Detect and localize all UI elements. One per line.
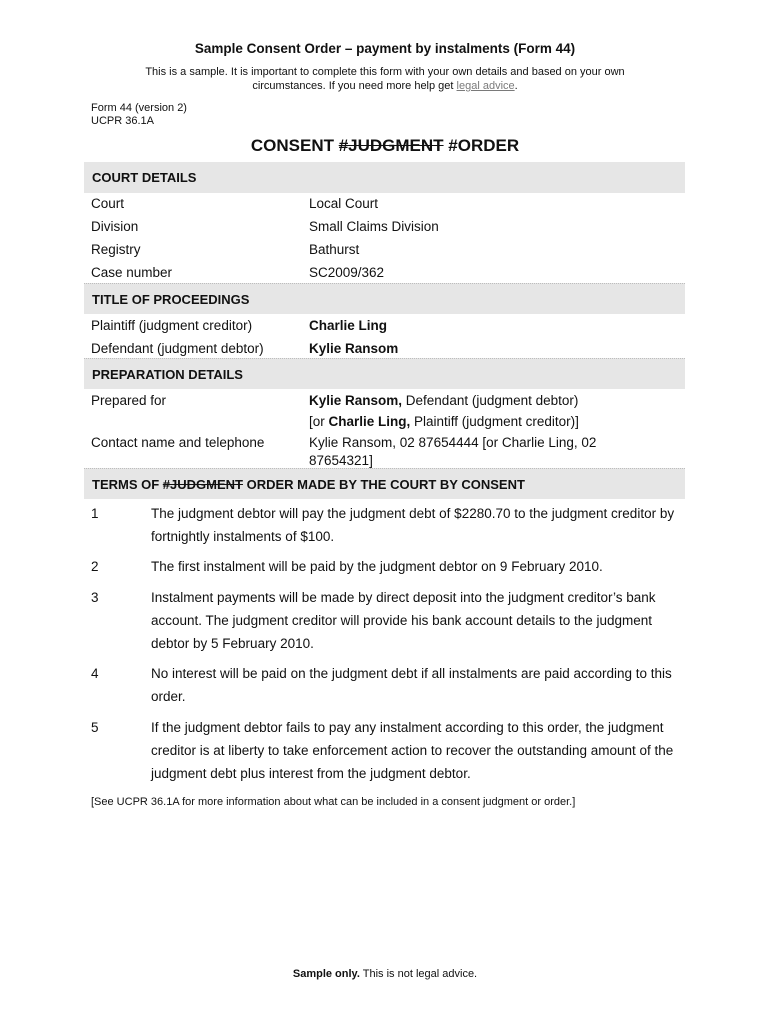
prepared-for-line2 (309, 413, 579, 431)
case-number-label: Case number (91, 265, 173, 280)
preparation-details-heading: PREPARATION DETAILS (84, 358, 685, 389)
registry-value: Bathurst (309, 242, 360, 257)
title-of-proceedings-heading: TITLE OF PROCEEDINGS (84, 283, 685, 314)
contact-value (309, 434, 596, 470)
court-details-heading: COURT DETAILS (84, 162, 685, 193)
term-text: Instalment payments will be made by direct deposit into the judgment creditor’s bank account. The judgment creditor will provide his bank account details to the judgment debtor by 5 February 2010. (151, 590, 656, 651)
footer-bold: Sample only. (292, 968, 360, 980)
contact-line1: Kylie Ransom, 02 87654444 [or Charlie Ling, 02 (309, 435, 597, 450)
prepared-for-value (309, 392, 579, 431)
title-part1: CONSENT (250, 136, 339, 155)
terms-heading-part1: TERMS OF (92, 477, 163, 492)
prepared-for-name: Kylie Ransom, (309, 393, 403, 408)
terms-heading-part2: ORDER MADE BY THE COURT BY CONSENT (242, 477, 525, 492)
term-text: If the judgment debtor fails to pay any instalment according to this order, the judgment creditor is at liberty to take enforcement action to recover the outstanding amount of the judgment debt plus interest from the judgment debtor. (151, 720, 674, 781)
term-number: 5 (91, 720, 99, 735)
terms-heading-struck: #JUDGMENT (162, 477, 243, 492)
form-reference (91, 102, 187, 128)
footer-disclaimer (0, 968, 770, 980)
plaintiff-label: Plaintiff (judgment creditor) (91, 318, 253, 333)
document-title (0, 136, 770, 156)
plaintiff-value: Charlie Ling (309, 318, 388, 333)
term-number: 4 (91, 666, 99, 681)
term-text: The judgment debtor will pay the judgment debt of $2280.70 to the judgment creditor by fortnightly instalments of $100. (151, 506, 675, 544)
sample-note-suffix: . (514, 80, 518, 92)
term-number: 3 (91, 590, 99, 605)
alt-prefix: [or (309, 414, 329, 429)
term-text: No interest will be paid on the judgment debt if all instalments are paid according to this order. (151, 666, 672, 704)
registry-label: Registry (91, 242, 141, 257)
sample-note-prefix: circumstances. If you need more help get (252, 80, 457, 92)
case-number-value: SC2009/362 (309, 265, 385, 280)
sample-note (120, 65, 650, 93)
form-version: Form 44 (version 2) (91, 102, 187, 114)
term-text: The first instalment will be paid by the judgment debtor on 9 February 2010. (151, 559, 603, 574)
see-ucpr-note: [See UCPR 36.1A for more information about what can be included in a consent judgment or order.] (91, 796, 576, 808)
contact-label: Contact name and telephone (91, 435, 265, 450)
rule-reference: UCPR 36.1A (91, 115, 154, 127)
title-part2: #ORDER (443, 136, 520, 155)
sample-title: Sample Consent Order – payment by instalments (Form 44) (194, 41, 576, 56)
court-label: Court (91, 196, 125, 211)
prepared-for-role: Defendant (judgment debtor) (402, 393, 579, 408)
division-value: Small Claims Division (309, 219, 439, 234)
defendant-label: Defendant (judgment debtor) (91, 341, 264, 356)
footer-rest: This is not legal advice. (359, 968, 478, 980)
sample-note-line2 (120, 79, 650, 93)
defendant-value: Kylie Ransom (309, 341, 399, 356)
prepared-for-line1 (309, 392, 579, 410)
term-number: 1 (91, 506, 99, 521)
prepared-for-label: Prepared for (91, 393, 167, 408)
term-number: 2 (91, 559, 99, 574)
court-value: Local Court (309, 196, 379, 211)
alt-name: Charlie Ling, (328, 414, 411, 429)
legal-advice-link[interactable]: legal advice (456, 80, 515, 92)
contact-line2: 87654321] (309, 453, 373, 468)
alt-role: Plaintiff (judgment creditor)] (410, 414, 579, 429)
terms-heading (84, 468, 685, 499)
sample-note-line1: This is a sample. It is important to complete this form with your own details and based on your own (145, 66, 625, 78)
title-struck-judgment: #JUDGMENT (338, 136, 444, 155)
division-label: Division (91, 219, 139, 234)
